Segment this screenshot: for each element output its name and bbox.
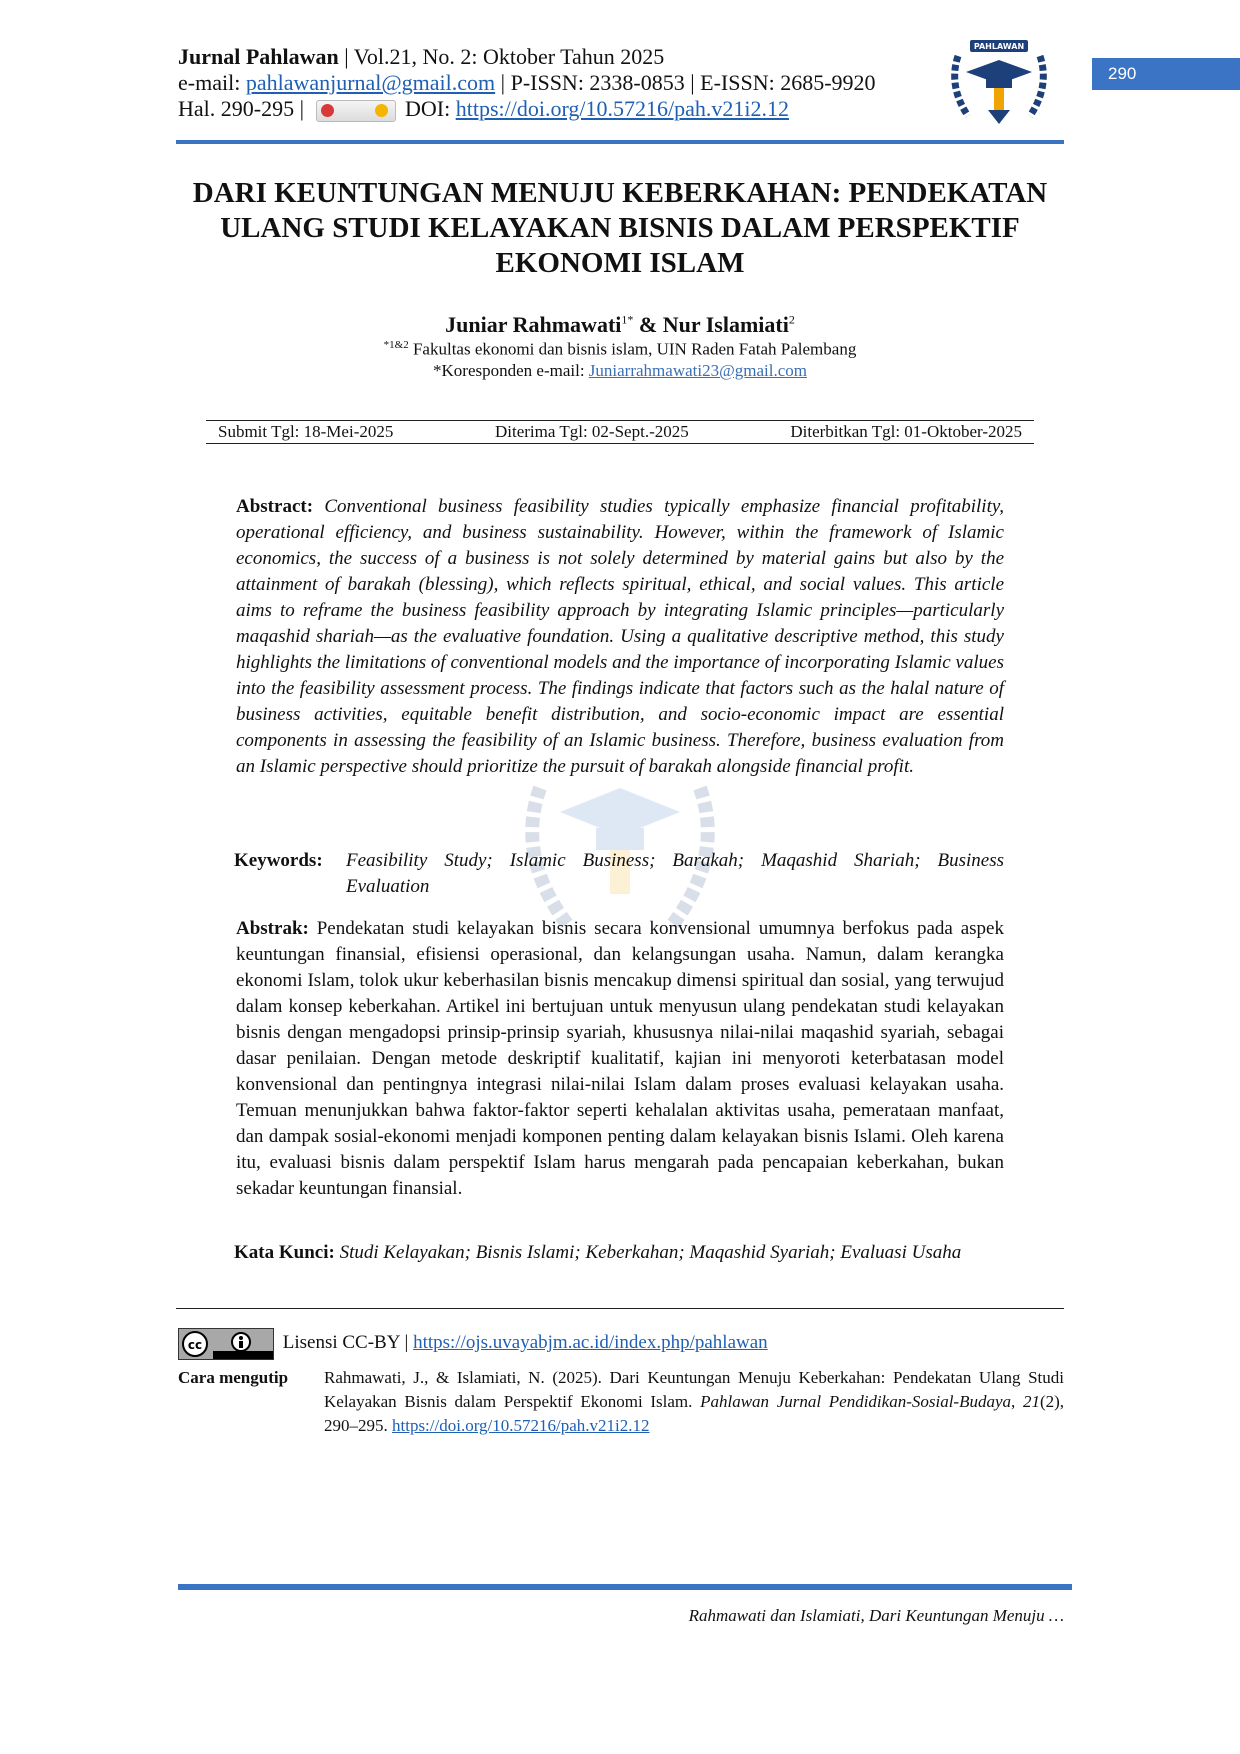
author-separator: & (638, 312, 658, 337)
citation-doi-link[interactable]: https://doi.org/10.57216/pah.v21i2.12 (392, 1416, 650, 1435)
received-date: Diterima Tgl: 02-Sept.-2025 (494, 422, 689, 441)
submission-dates (206, 420, 1034, 444)
journal-header (178, 44, 938, 122)
abstract-text: Conventional business feasibility studies typically emphasize financial profitability, operational efficiency, and business sustainability. However, within the framework of Islamic economics, the success of a business is not solely determined by material gains but also by the attainment of barakah (blessing), which reflects spiritual, ethical, and social values. This article aims to reframe the business feasibility approach by integrating Islamic principles—particularly maqashid shariah—as the evaluative foundation. Using a qualitative descriptive method, this study highlights the limitations of conventional models and the importance of incorporating Islamic values into the feasibility assessment process. The findings indicate that factors such as the halal nature of business activities, equitable benefit distribution, and socio-economic impact are essential components in assessing the feasibility of an Islamic business. Therefore, business evaluation from an Islamic perspective should prioritize the pursuit of barakah alongside financial profit. (236, 496, 1005, 777)
correspondence-label: *Koresponden e-mail: (433, 361, 585, 380)
keywords-label: Keywords: (234, 850, 323, 871)
page-number-tab: 290 (1092, 58, 1240, 90)
volume-issue: Vol.21, No. 2: Oktober Tahun 2025 (353, 44, 665, 69)
license-url-link[interactable]: https://ojs.uvayabjm.ac.id/index.php/pahlawan (413, 1332, 768, 1353)
citation-text: Rahmawati, J., & Islamiati, N. (2025). Dari Keuntungan Menuju Keberkahan: Pendekatan Ulang Studi Kelayakan Bisnis dalam Perspektif Ekonomi Islam. Pahlawan Jurnal Pendidikan-Sosial-Budaya, 21(2), 290–295. https://doi.org/10.57216/pah.v21i2.12 (324, 1368, 1065, 1435)
p-issn: P-ISSN: 2338-0853 (510, 70, 685, 95)
footer-divider (176, 1308, 1064, 1309)
running-head: Rahmawati dan Islamiati, Dari Keuntungan Menuju … (688, 1606, 1064, 1625)
svg-text:cc: cc (187, 1337, 203, 1352)
abstract-indonesian (236, 916, 1004, 1202)
author-1: Juniar Rahmawati (445, 312, 622, 337)
citation-label: Cara mengutip (178, 1368, 289, 1387)
author-2: Nur Islamiati (662, 312, 789, 337)
doi-label: DOI: (405, 96, 451, 121)
crossref-icon (316, 100, 396, 122)
svg-text:PAHLAWAN: PAHLAWAN (973, 42, 1025, 51)
bottom-divider (178, 1584, 1072, 1590)
journal-logo-icon (944, 36, 1054, 132)
author-1-sup: 1* (621, 312, 634, 327)
affiliation: Fakultas ekonomi dan bisnis islam, UIN Raden Fatah Palembang (412, 339, 857, 359)
header-line-3: Hal. 290-295 | DOI: https://doi.org/10.57216/pah.v21i2.12 (178, 96, 789, 121)
kata-kunci-label: Kata Kunci: (234, 1242, 335, 1263)
license-line: cc Lisensi CC-BY | https://ojs.uvayabjm.ac.id/index.php/pahlawan (178, 1326, 768, 1360)
citation-issue-pages: (2), 290–295. (324, 1392, 1065, 1435)
correspondence-line (176, 361, 1064, 381)
header-line-1: Jurnal Pahlawan | Vol.21, No. 2: Oktober Tahun 2025 (178, 44, 665, 69)
abstrak-label: Abstrak: (236, 918, 309, 939)
citation-journal: Pahlawan Jurnal Pendidikan-Sosial-Budaya (700, 1392, 1012, 1411)
author-line (176, 312, 1064, 338)
journal-name: Jurnal Pahlawan (178, 44, 339, 69)
header-line-2: e-mail: pahlawanjurnal@gmail.com | P-ISSN: 2338-0853 | E-ISSN: 2685-9920 (178, 70, 876, 95)
header-divider (176, 140, 1064, 144)
abstract-label: Abstract: (236, 496, 314, 517)
e-issn: E-ISSN: 2685-9920 (700, 70, 876, 95)
keywords-english (234, 848, 1004, 900)
published-date: Diterbitkan Tgl: 01-Oktober-2025 (790, 422, 1022, 441)
keywords-indonesian (234, 1240, 1034, 1266)
email-label: e-mail: (178, 70, 241, 95)
journal-email-link[interactable]: pahlawanjurnal@gmail.com (245, 70, 496, 95)
license-label: Lisensi CC-BY (282, 1332, 400, 1353)
affiliation-line (176, 339, 1064, 360)
keywords-text: Feasibility Study; Islamic Business; Barakah; Maqashid Shariah; Business Evaluation (346, 850, 1004, 897)
correspondence-email-link[interactable]: Juniarrahmawati23@gmail.com (588, 361, 807, 380)
cc-by-license-icon (178, 1328, 274, 1360)
article-title: DARI KEUNTUNGAN MENUJU KEBERKAHAN: PENDEKATAN ULANG STUDI KELAYAKAN BISNIS DALAM PERSPEKTIF EKONOMI ISLAM (192, 177, 1048, 279)
affiliation-sup: *1&2 (383, 339, 409, 351)
citation-volume: 21 (1022, 1392, 1040, 1411)
citation-reference: Rahmawati, J., & Islamiati, N. (2025). Dari Keuntungan Menuju Keberkahan: Pendekatan Ulang Studi Kelayakan Bisnis dalam Perspektif Ekonomi Islam. (324, 1368, 1064, 1411)
author-2-sup: 2 (788, 312, 795, 327)
submit-date: Submit Tgl: 18-Mei-2025 (218, 422, 394, 441)
citation-block (178, 1366, 1064, 1438)
abstract-english (236, 494, 1004, 780)
page-range: Hal. 290-295 (178, 96, 295, 121)
doi-link[interactable]: https://doi.org/10.57216/pah.v21i2.12 (455, 96, 789, 121)
abstrak-text: Pendekatan studi kelayakan bisnis secara konvensional umumnya berfokus pada aspek keuntungan finansial, efisiensi operasional, dan kelangsungan usaha. Namun, dalam kerangka ekonomi Islam, tolok ukur keberhasilan bisnis mencakup dimensi spiritual dan sosial, yang terwujud dalam konsep keberkahan. Artikel ini bertujuan untuk menyusun ulang pendekatan studi kelayakan bisnis dengan mengadopsi prinsip-prinsip syariah, khususnya nilai-nilai maqashid syariah, sebagai dasar penilaian. Dengan metode deskriptif kualitatif, kajian ini menyoroti keterbatasan model konvensional dan pentingnya integrasi nilai-nilai Islam dalam proses evaluasi kelayakan usaha. Temuan menunjukkan bahwa faktor-faktor seperti kehalalan aktivitas usaha, pemerataan manfaat, dan dampak sosial-ekonomi menjadi komponen penting dalam kelayakan bisnis Islami. Oleh karena itu, evaluasi bisnis dalam perspektif Islam harus mengarah pada pencapaian keberkahan, bukan sekadar keuntungan finansial. (236, 918, 1004, 1199)
kata-kunci-text: Studi Kelayakan; Bisnis Islami; Keberkahan; Maqashid Syariah; Evaluasi Usaha (339, 1242, 962, 1263)
